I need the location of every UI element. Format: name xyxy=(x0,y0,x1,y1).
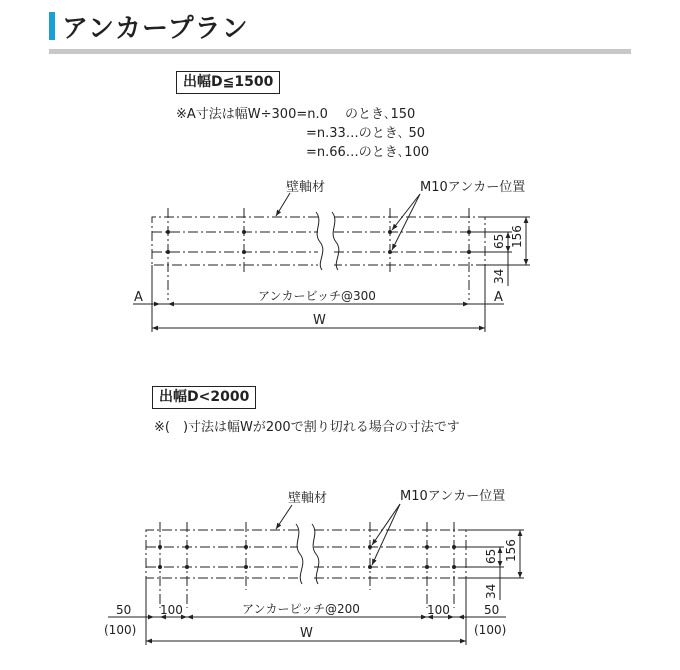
plan2-anchor-dots xyxy=(158,545,456,569)
plan2-wall-outline-left xyxy=(146,530,298,578)
plan1-dim-a-right: A xyxy=(494,290,503,305)
plan2-note: ※( )寸法は幅Wが200で割り切れる場合の寸法です xyxy=(154,420,460,435)
plan2-dim-65: 65 xyxy=(484,548,498,564)
plan2-break-right xyxy=(312,524,319,584)
plan2-anchor-leader-2 xyxy=(372,504,400,565)
plan2-anchor-leader-1 xyxy=(372,504,400,545)
plan1-break-left xyxy=(316,212,323,270)
page-title: アンカープラン xyxy=(62,14,249,44)
plan1-dim-65: 65 xyxy=(492,233,506,249)
plan2-dim-50-right: 50 xyxy=(484,603,500,617)
plan1-anchor-dots xyxy=(166,230,471,254)
plan1-width-label: W xyxy=(313,313,326,328)
plan2-dim-100-right: 100 xyxy=(427,603,450,617)
plan1-note: ※A寸法は幅W÷300=n.0 のとき､150 =n.33…のとき､ 50 =n.66…のとき､100 xyxy=(176,107,430,160)
plan2-dim-156: 156 xyxy=(504,539,518,562)
plan2-width-label: W xyxy=(300,626,313,641)
plan1-dim-156: 156 xyxy=(510,225,524,248)
plan1-label-box: 出幅D≦1500 xyxy=(176,71,280,94)
plan1-break-right xyxy=(332,212,339,270)
plan2-pitch-label: アンカーピッチ@200 xyxy=(242,602,360,616)
plan1-anchor-leader-1 xyxy=(392,194,420,230)
plan2-dim-34: 34 xyxy=(484,583,498,599)
plan1-dim-a-left: A xyxy=(134,290,143,305)
plan1-wall-outline-left xyxy=(152,217,318,265)
plan1-pitch-label: アンカービッチ@300 xyxy=(258,289,376,303)
plan2-break-left xyxy=(296,524,303,584)
plan2-wall-outline-right xyxy=(314,530,466,578)
plan1-wall-outline-right xyxy=(334,217,485,265)
plan2-drawing xyxy=(108,504,524,645)
plan2-dim-100-right-paren: (100) xyxy=(474,623,507,637)
plan1-wall-leader xyxy=(276,193,290,216)
plan2-dim-100-left: 100 xyxy=(160,603,183,617)
plan1-drawing xyxy=(133,193,530,332)
plan1-wall-label: 壁軸材 xyxy=(286,180,326,195)
plan2-dim-50-left: 50 xyxy=(116,603,132,617)
plan2-anchor-label: M10アンカー位置 xyxy=(400,489,506,504)
plan1-anchor-label: M10アンカー位置 xyxy=(420,180,526,195)
plan2-wall-leader xyxy=(276,505,292,529)
plan2-label-box: 出幅D<2000 xyxy=(152,386,256,409)
plan1-anchor-leader-2 xyxy=(392,194,420,250)
plan2-dim-100-left-paren: (100) xyxy=(104,623,137,637)
plan2-wall-label: 壁軸材 xyxy=(288,491,328,506)
plan1-dim-34: 34 xyxy=(492,268,506,284)
